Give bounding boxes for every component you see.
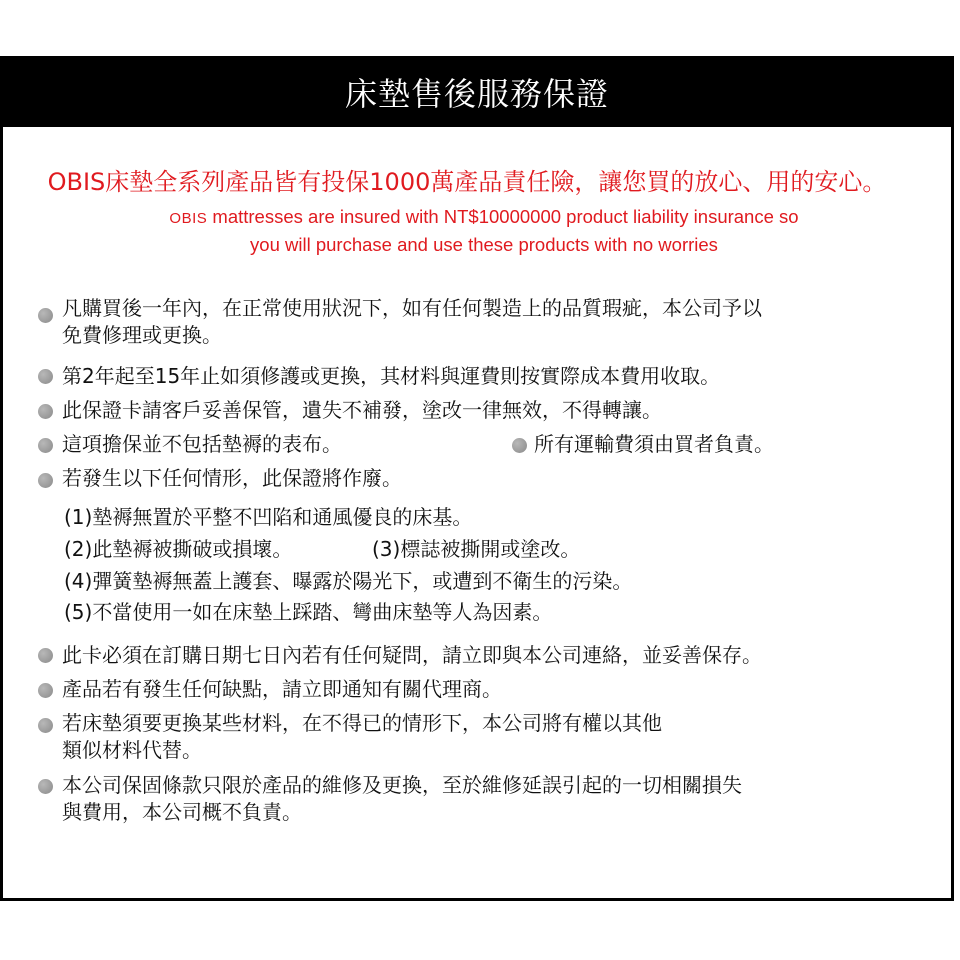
term-4a: 這項擔保並不包括墊褥的表布。 bbox=[62, 432, 342, 456]
brand-name: OBIS bbox=[169, 210, 208, 227]
term-9-line1: 本公司保固條款只限於產品的維修及更換，至於維修延誤引起的一切相關損失 bbox=[62, 773, 742, 797]
term-5-sub-5: (5)不當使用一如在床墊上踩踏、彎曲床墊等人為因素。 bbox=[64, 600, 553, 624]
term-5-sub-3: (3)標誌被撕開或塗改。 bbox=[372, 537, 581, 561]
bullet-icon bbox=[38, 369, 53, 384]
title-bar bbox=[0, 56, 954, 127]
term-4b: 所有運輸費須由買者負責。 bbox=[534, 432, 774, 456]
bullet-icon bbox=[38, 683, 53, 698]
term-6: 此卡必須在訂購日期七日內若有任何疑問，請立即與本公司連絡，並妥善保存。 bbox=[62, 643, 762, 667]
term-3: 此保證卡請客戶妥善保管，遺失不補發，塗改一律無效，不得轉讓。 bbox=[62, 398, 662, 422]
bullet-icon bbox=[38, 779, 53, 794]
term-2: 第2年起至15年止如須修護或更換，其材料與運費則按實際成本費用收取。 bbox=[62, 364, 721, 388]
intro-english bbox=[108, 204, 860, 258]
page-title: 床墊售後服務保證 bbox=[344, 74, 609, 113]
bullet-icon bbox=[512, 438, 527, 453]
term-5-sub-1: (1)墊褥無置於平整不凹陷和通風優良的床基。 bbox=[64, 505, 473, 529]
term-1-line2: 免費修理或更換。 bbox=[62, 323, 222, 347]
bullet-icon bbox=[38, 308, 53, 323]
bullet-icon bbox=[38, 404, 53, 419]
term-5-sub-2: (2)此墊褥被撕破或損壞。 bbox=[64, 537, 293, 561]
intro-chinese: OBIS床墊全系列產品皆有投保1000萬產品責任險，讓您買的放心、用的安心。 bbox=[47, 168, 887, 196]
term-8-line2: 類似材料代替。 bbox=[62, 738, 202, 762]
bullet-icon bbox=[38, 718, 53, 733]
term-1-line1: 凡購買後一年內，在正常使用狀況下，如有任何製造上的品質瑕疵，本公司予以 bbox=[62, 296, 762, 320]
term-9-line2: 與費用，本公司概不負責。 bbox=[62, 800, 302, 824]
term-7: 產品若有發生任何缺點，請立即通知有關代理商。 bbox=[62, 677, 502, 701]
intro-english-line2: you will purchase and use these products with no worries bbox=[250, 234, 718, 255]
term-8-line1: 若床墊須要更換某些材料，在不得已的情形下，本公司將有權以其他 bbox=[62, 711, 662, 735]
bullet-icon bbox=[38, 438, 53, 453]
term-5: 若發生以下任何情形，此保證將作廢。 bbox=[62, 466, 402, 490]
bullet-icon bbox=[38, 473, 53, 488]
intro-english-line1: mattresses are insured with NT$10000000 product liability insurance so bbox=[207, 206, 799, 227]
bullet-icon bbox=[38, 648, 53, 663]
term-5-sub-4: (4)彈簧墊褥無蓋上護套、曝露於陽光下，或遭到不衛生的污染。 bbox=[64, 569, 633, 593]
